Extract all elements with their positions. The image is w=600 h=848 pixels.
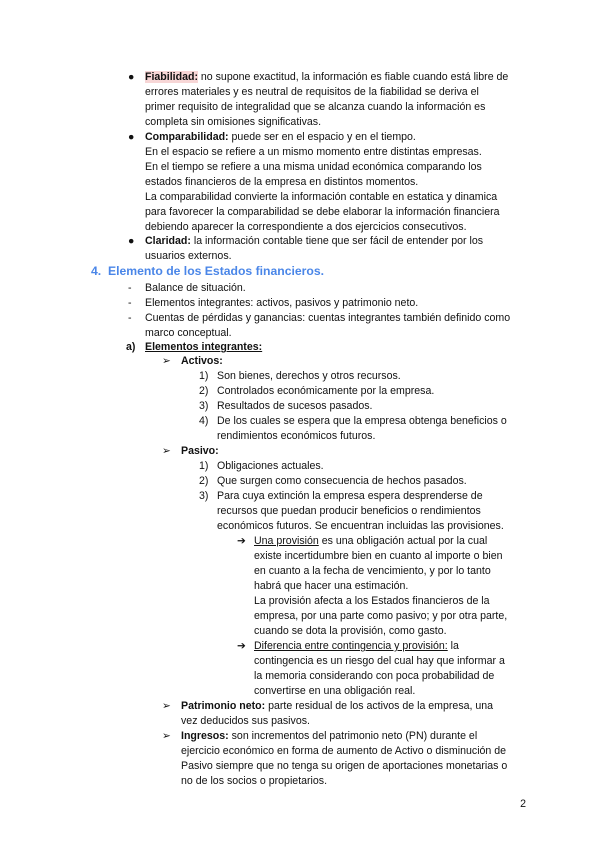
fiabilidad-line-2: errores materiales y es neutral de requisitos de la fiabilidad se deriva el — [145, 86, 479, 98]
patrimonio-line: vez deducidos sus pasivos. — [181, 715, 310, 727]
patrimonio-line-1 — [181, 699, 493, 714]
comparabilidad-term: Comparabilidad: — [145, 131, 229, 143]
bullet-icon: ● — [128, 71, 135, 83]
arrow-icon: ➔ — [237, 640, 246, 652]
diferencia-term: Diferencia entre contingencia y provisión: — [254, 640, 448, 652]
pasivo-title: Pasivo: — [181, 445, 219, 457]
provision-line: empresa, por una parte como pasivo; y por otra parte, — [254, 610, 508, 622]
fiabilidad-line-3: primer requisito de integralidad que se alcanza cuando la información es — [145, 101, 486, 113]
activos-item: Resultados de sucesos pasados. — [217, 400, 373, 412]
text-span: no supone exactitud, la información es fiable cuando está libre de — [197, 71, 509, 83]
pasivo-item-continuation: económicos futuros. Se encuentran incluidas las provisiones. — [217, 520, 504, 532]
ingresos-line: no de los socios o propietarios. — [181, 775, 328, 787]
provision-line: habrá que hacer una estimación. — [254, 580, 409, 592]
fiabilidad-term: Fiabilidad: — [145, 71, 198, 83]
text-span: son incrementos del patrimonio neto (PN) durante el — [228, 730, 478, 742]
text-span: la — [447, 640, 459, 652]
pasivo-item: Obligaciones actuales. — [217, 460, 324, 472]
dash-item: Cuentas de pérdidas y ganancias: cuentas integrantes también definido como — [145, 312, 511, 324]
comparabilidad-note-2: para favorecer la comparabilidad se debe elaborar la información financiera — [145, 206, 500, 218]
comparabilidad-note-1: La comparabilidad convierte la información contable en estatica y dinamica — [145, 191, 498, 203]
list-number: 2) — [199, 475, 209, 487]
arrowhead-icon: ➢ — [162, 730, 171, 742]
dash-item-continuation: marco conceptual. — [145, 327, 232, 339]
patrimonio-term: Patrimonio neto: — [181, 700, 266, 712]
list-number: 2) — [199, 385, 209, 397]
ingresos-term: Ingresos: — [181, 730, 229, 742]
comparabilidad-note-3: debiendo aparecer la correspondiente a dos ejercicios consecutivos. — [145, 221, 467, 233]
list-number: 3) — [199, 490, 209, 502]
fiabilidad-line-1 — [145, 70, 508, 85]
dash-item: Balance de situación. — [145, 282, 246, 294]
page-number: 2 — [520, 798, 526, 810]
comparabilidad-line-2: En el espacio se refiere a un mismo momento entre distintas empresas. — [145, 146, 482, 158]
comparabilidad-line-1 — [145, 130, 416, 145]
claridad-line-2: usuarios externos. — [145, 250, 232, 262]
dash-icon: - — [128, 282, 132, 294]
bullet-icon: ● — [128, 131, 135, 143]
list-number: 4) — [199, 415, 209, 427]
comparabilidad-line-3: En el tiempo se refiere a una misma unidad económica comparando los — [145, 161, 482, 173]
diferencia-line-1 — [254, 639, 459, 654]
provision-term: Una provisión — [254, 535, 319, 547]
pasivo-item-continuation: recursos que puedan producir beneficios o rendimientos — [217, 505, 481, 517]
activos-item-continuation: rendimientos económicos futuros. — [217, 430, 376, 442]
diferencia-line: convertirse en una obligación real. — [254, 685, 416, 697]
arrowhead-icon: ➢ — [162, 700, 171, 712]
provision-line: en cuanto a la fecha de vencimiento, y por lo tanto — [254, 565, 491, 577]
section-title: Elemento de los Estados financieros. — [107, 264, 325, 278]
list-number: 3) — [199, 400, 209, 412]
section-heading — [91, 263, 324, 279]
arrowhead-icon: ➢ — [162, 355, 171, 367]
provision-line: cuando se dota la provisión, como gasto. — [254, 625, 447, 637]
text-span: la información contable tiene que ser fácil de entender por los — [190, 235, 484, 247]
arrow-icon: ➔ — [237, 535, 246, 547]
dash-icon: - — [128, 312, 132, 324]
ingresos-line: ejercicio económico en forma de aumento de Activo o disminución de — [181, 745, 507, 757]
subsection-title: Elementos integrantes: — [145, 341, 263, 353]
text-span: es una obligación actual por la cual — [318, 535, 488, 547]
fiabilidad-line-4: completa sin omisiones significativas. — [145, 116, 322, 128]
text-span: parte residual de los activos de la empresa, una — [265, 700, 494, 712]
activos-item: Controlados económicamente por la empresa. — [217, 385, 435, 397]
ingresos-line-1 — [181, 729, 477, 744]
activos-title: Activos: — [181, 355, 223, 367]
activos-item: De los cuales se espera que la empresa obtenga beneficios o — [217, 415, 507, 427]
claridad-line-1 — [145, 234, 483, 249]
list-number: 1) — [199, 460, 209, 472]
provision-line-1 — [254, 534, 487, 549]
text-span: puede ser en el espacio y en el tiempo. — [228, 131, 416, 143]
bullet-icon: ● — [128, 235, 135, 247]
diferencia-line: contingencia es un riesgo del cual hay que informar a — [254, 655, 505, 667]
pasivo-item: Que surgen como consecuencia de hechos pasados. — [217, 475, 467, 487]
diferencia-line: la memoria considerando con poca probabilidad de — [254, 670, 495, 682]
provision-line: La provisión afecta a los Estados financieros de la — [254, 595, 490, 607]
arrowhead-icon: ➢ — [162, 445, 171, 457]
list-number: 1) — [199, 370, 209, 382]
comparabilidad-line-4: estados financieros de la empresa en distintos momentos. — [145, 176, 419, 188]
activos-item: Son bienes, derechos y otros recursos. — [217, 370, 401, 382]
pasivo-item: Para cuya extinción la empresa espera desprenderse de — [217, 490, 483, 502]
claridad-term: Claridad: — [145, 235, 191, 247]
dash-item: Elementos integrantes: activos, pasivos y patrimonio neto. — [145, 297, 419, 309]
ingresos-line: Pasivo siempre que no tenga su origen de aportaciones monetarias o — [181, 760, 508, 772]
section-number: 4. — [91, 264, 102, 278]
dash-icon: - — [128, 297, 132, 309]
provision-line: existe incertidumbre bien en cuanto al importe o bien — [254, 550, 503, 562]
subsection-letter: a) — [126, 341, 136, 353]
